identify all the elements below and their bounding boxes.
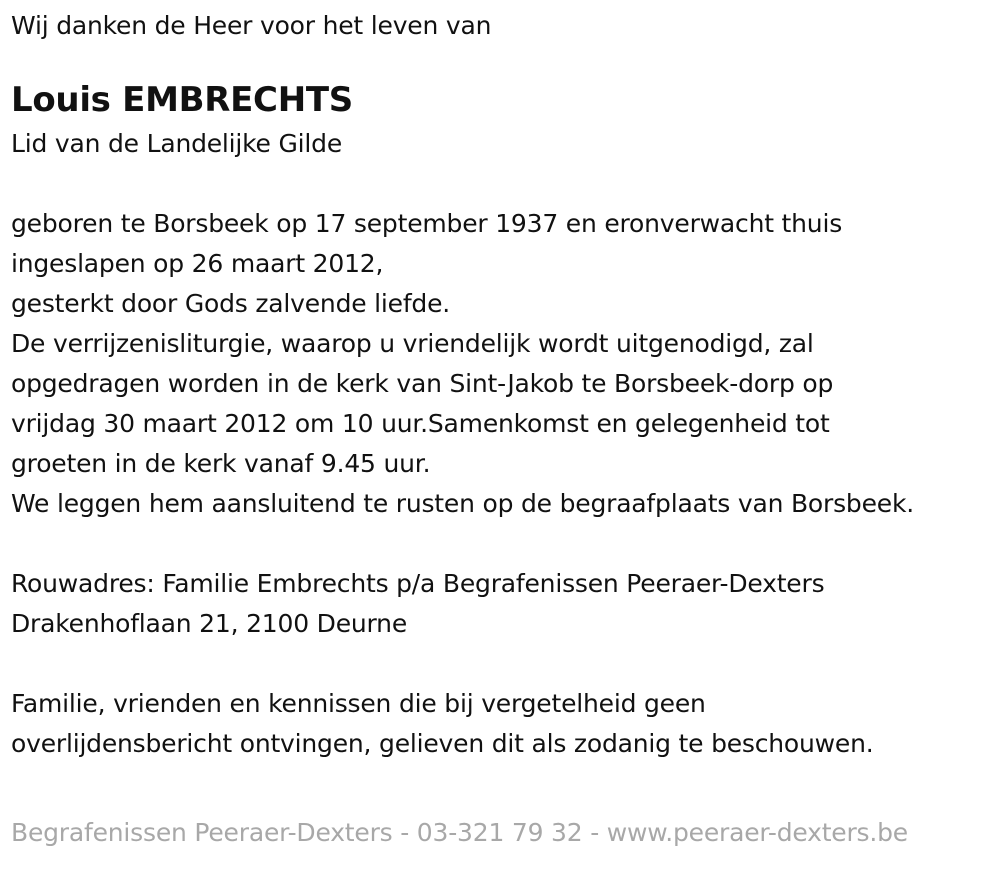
spacer: [11, 524, 991, 564]
obituary-notice: [11, 6, 991, 764]
notice-line: Familie, vrienden en kennissen die bij vergetelheid geen: [11, 689, 706, 718]
spacer: [11, 644, 991, 684]
intro-line: Wij danken de Heer voor het leven van: [11, 11, 492, 40]
body-line: De verrijzenisliturgie, waarop u vriendelijk wordt uitgenodigd, zal: [11, 329, 814, 358]
deceased-name: Louis EMBRECHTS: [11, 80, 353, 120]
body-line: opgedragen worden in de kerk van Sint-Jakob te Borsbeek-dorp op: [11, 369, 834, 398]
body-line: geboren te Borsbeek op 17 september 1937 en eronverwacht thuis: [11, 209, 843, 238]
body-line: ingeslapen op 26 maart 2012,: [11, 249, 384, 278]
subtitle-line: Lid van de Landelijke Gilde: [11, 129, 343, 158]
notice-block: [11, 684, 991, 764]
funeral-home-footer: Begrafenissen Peeraer-Dexters - 03-321 79 32 - www.peeraer-dexters.be: [11, 818, 908, 847]
body-line: gesterkt door Gods zalvende liefde.: [11, 289, 451, 318]
body-paragraph: [11, 204, 991, 524]
body-line: We leggen hem aansluitend te rusten op de begraafplaats van Borsbeek.: [11, 489, 914, 518]
body-line: vrijdag 30 maart 2012 om 10 uur.Samenkomst en gelegenheid tot: [11, 409, 830, 438]
address-line: Rouwadres: Familie Embrechts p/a Begrafenissen Peeraer-Dexters: [11, 569, 825, 598]
body-line: groeten in de kerk vanaf 9.45 uur.: [11, 449, 431, 478]
address-line: Drakenhoflaan 21, 2100 Deurne: [11, 609, 407, 638]
spacer: [11, 164, 991, 204]
address-block: [11, 564, 991, 644]
notice-line: overlijdensbericht ontvingen, gelieven dit als zodanig te beschouwen.: [11, 729, 874, 758]
